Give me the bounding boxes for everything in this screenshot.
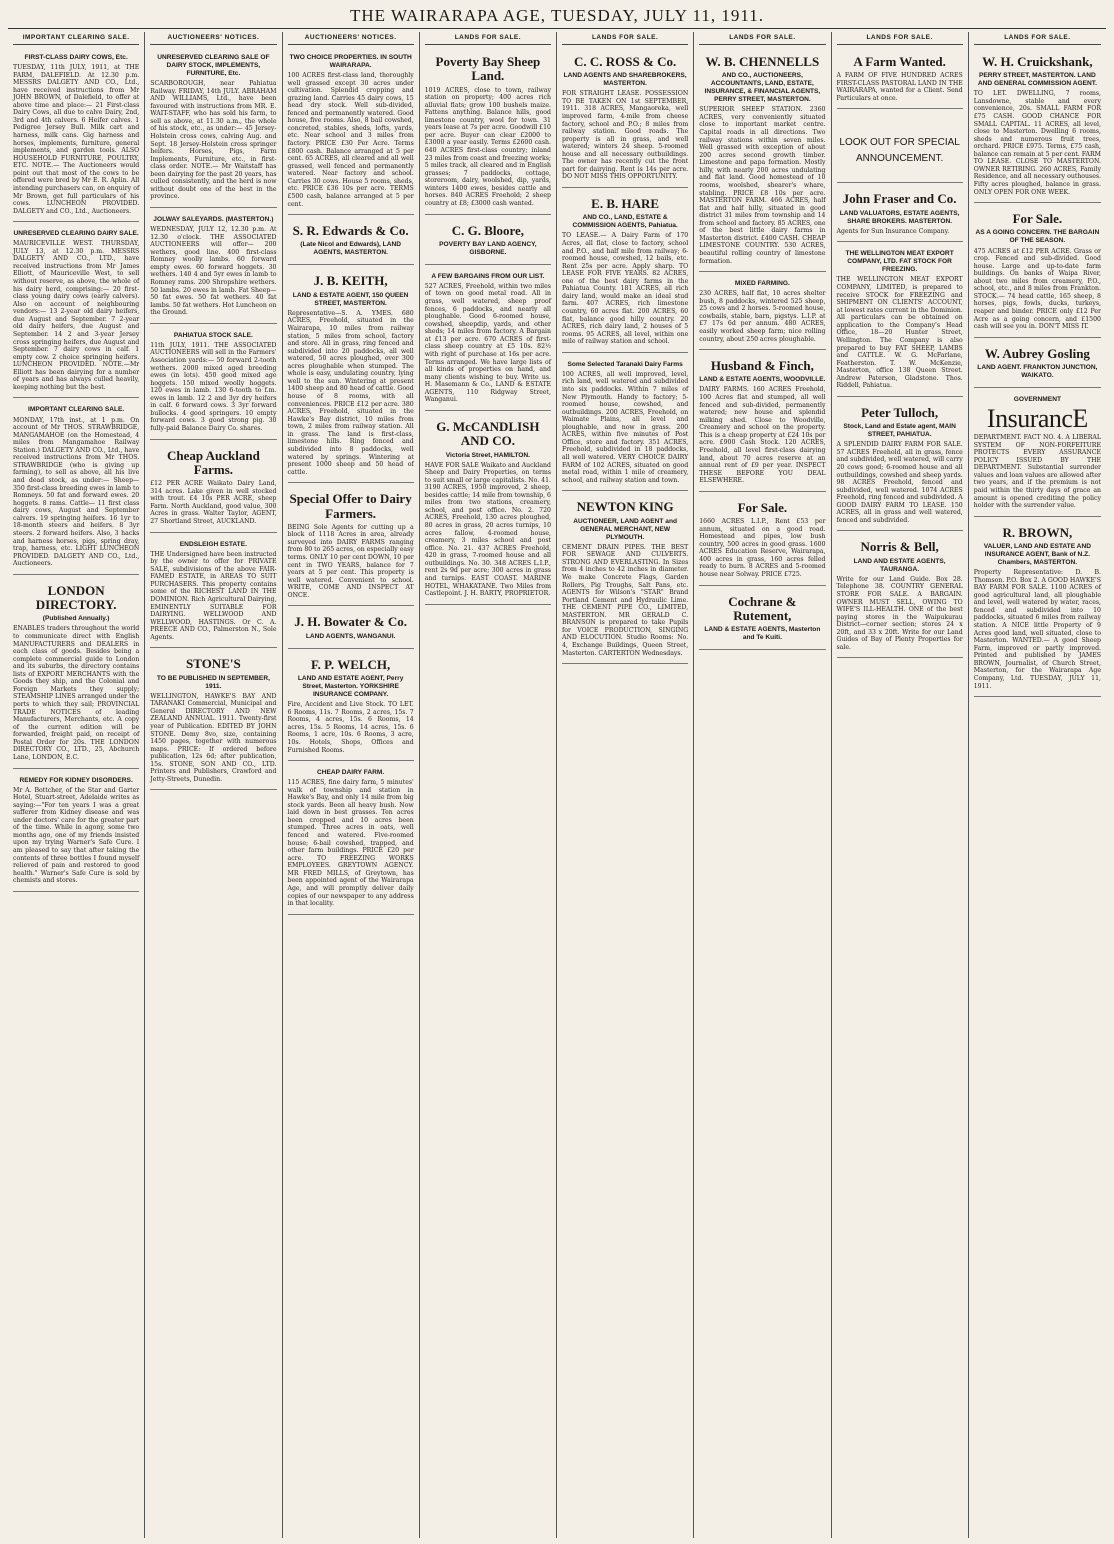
ad-heading: NEWTON KING	[576, 499, 674, 515]
ad-title: TWO CHOICE PROPERTIES. IN SOUTH WAIRARAPA.	[289, 53, 412, 69]
masthead-rule	[8, 28, 1106, 29]
column-8	[969, 32, 1106, 1538]
advertisement	[837, 112, 963, 183]
ad-title: GOVERNMENT	[1013, 396, 1061, 404]
column-7	[832, 32, 969, 1538]
advertisement	[425, 268, 551, 411]
advertisement	[562, 191, 688, 353]
ad-title: PAHIATUA STOCK SALE.	[173, 331, 253, 339]
column-header: AUCTIONEERS' NOTICES.	[150, 34, 276, 45]
advertisement	[425, 414, 551, 605]
ad-title: JOLWAY SALEYARDS. (MASTERTON.)	[153, 216, 274, 224]
ad-title: REMEDY FOR KIDNEY DISORDERS.	[19, 776, 133, 784]
ad-heading: John Fraser and Co.	[842, 191, 957, 207]
column-4	[420, 32, 557, 1538]
ad-title: Stock, Land and Estate agent, MAIN STREET, PAHIATUA.	[843, 423, 956, 439]
advertisement	[837, 49, 963, 110]
ad-body: 115 ACRES, fine dairy farm, 5 minutes' walk of township and station in Hawke's Bay, and only 14 mile from big stock yards. Been all heavy bush. Now laid down in best grasses. Ten acres been cropped and 10 acres been stumped. Three acres in oats, well fenced and watered. Five-roomed house; 6-bail cowshed, trapped, and other farm buildings. PRICE £20 per acre. TO FREEZING WORKS EMPLOYEES. GREYTOWN AGENCY. MR FRED MILLS, of Greytown, has been appointed agent of the Wairarapa Age, and will promptly deliver daily copies of our newspaper to any address in that locality.	[287, 779, 414, 908]
ad-body: 475 ACRES at £12 PER ACRE. Grass or crop. Fenced and sub-divided. Good house. Large and up-to-date farm buildings. On banks of Waipa River, about two miles from creamery, P.O., school, etc., and 8 miles from Frankton. STOCK.— 74 head cattle, 165 sheep, 8 horses, pigs, fowls, ducks, turkeys, reaper and binder. PRICE only £12 Per Acre as a going concern, and £1500 cash will see you in. DON'T MISS IT.	[973, 247, 1101, 331]
ad-body: Property Representative: D. B. Thomson. P.O. Box 2. A GOOD HAWKE'S BAY FARM FOR SALE. 1100 ACRES of good agricultural land, all ploughable and level, well watered by water, races, fenced and subdivided into 10 paddocks, situated 6 miles from railway station. A NICE little Property of 9 Acres good land, well situated, close to Masterton. WANTED.— A good Sheep Farm, improved or partly improved. Printed and published by JAMES BROWN, Journalist, of Church Street, Masterton, for the Wairarapa Age Company, Ltd. TUESDAY, JULY 11, 1911.	[973, 569, 1101, 690]
ad-title: LAND & ESTATE AGENTS, WOODVILLE.	[699, 376, 826, 384]
ad-title: LAND & ESTATE AGENTS, Masterton and Te Kuiti.	[704, 626, 821, 642]
ad-body: DEPARTMENT. FACT NO. 4. A LIBERAL SYSTEM OF NON-FORFEITURE PROTECTS EVERY ASSURANCE POLICY ISSUED BY THE DEPARTMENT. Substantial surrender values and loan values are allowed after two years, and if the premium is not paid within the thirty days of grace an amount is opened crediting the policy holder with the surrender value.	[973, 434, 1101, 510]
column-2	[145, 32, 282, 1538]
ad-body: THE Undersigned have been instructed by the owner to offer for PRIVATE SALE, subdivisions of the above FAIR-FAMED ESTATE, in AREAS TO SUIT PURCHASERS. This property contains some of the RICHEST LAND IN THE DOMINION. Rich Agricultural Dairying, EMINENTLY SUITABLE FOR DAIRYING. WELLWOOD AND WELLWOOD, HASTINGS. Or C. A. PREECE AND CO., Palmerston N., Sole Agents.	[150, 550, 277, 641]
ad-body: CEMENT DRAIN PIPES. THE BEST FOR SEWAGE AND CULVERTS. STRONG AND EVERLASTING. In Sizes from 4 inches to 42 inches in diameter. We make Concrete Flags, Garden Rollers, Pig Troughs, Salt Pans, etc. AGENTS for Wilson's "STAR" Brand Portland Cement and Hydraulic Lime. THE CEMENT PIPE CO., LIMITED, MASTERTON. MR GERALD C. BRANSON is prepared to take Pupils for VOICE PRODUCTION, SINGING AND ELOCUTION. Studio Rooms: No. 4, Exchange Buildings, Queen Street, Masterton. CARTERTON Wednesdays.	[562, 543, 689, 657]
advertisement	[288, 764, 414, 915]
ad-body: WELLINGTON, HAWKE'S BAY AND TARANAKI Commercial, Municipal and General DIRECTORY AND NEW ZEALAND ANNUAL. 1911. Twenty-first year of Publication. EDITED BY JOHN STONE. Demy 8vo, size, containing 1450 pages, together with numerous maps. PRICE: If ordered before publication, 12s 6d; after publication, 15s. STONE, SON AND CO., LTD. Printers and Publishers, Crawford and Jetty-Streets, Dunedin.	[150, 692, 277, 783]
advertisement	[974, 49, 1101, 203]
advertisement	[699, 353, 825, 492]
advertisement	[837, 534, 963, 658]
ad-heading: Norris & Bell,	[860, 539, 939, 555]
column-5	[557, 32, 694, 1538]
advertisement	[699, 589, 825, 651]
ad-title: PERRY STREET, MASTERTON. LAND AND GENERAL COMMISSION AGENT.	[977, 72, 1097, 88]
ad-body: 527 ACRES, Freehold, within two miles of town on good metal road. All in grass, well watered, sheep proof fences, 6 paddocks, and nearly all ploughable. Good 6-roomed house, cowshed, sheepdip, yards, and other sheds; 14 miles from factory. A Bargain at £13 per acre. 670 ACRES of first-class sheep country at £5 10s. 82½ with right of purchase at 16s per acre. Terms arranged. We have large lists of all kinds of properties on hand, and many clients wishing to buy. Write us. H. Masemann & Co., LAND & ESTATE AGENTS, 110 Ridgway Street, Wanganui.	[424, 282, 551, 404]
column-header: AUCTIONEERS' NOTICES.	[288, 34, 414, 45]
advertisement	[13, 772, 139, 892]
ad-heading: W. Aubrey Gosling	[984, 345, 1090, 361]
advertisement	[288, 486, 414, 606]
advertisement	[288, 268, 414, 483]
masthead: THE WAIRARAPA AGE, TUESDAY, JULY 11, 1911.	[349, 6, 765, 25]
ad-title: Victoria Street, HAMILTON.	[445, 451, 531, 459]
column-header: IMPORTANT CLEARING SALE.	[13, 34, 139, 45]
ad-body: SCARBOROUGH, near Pahiatua Railway. FRIDAY, 14th JULY. ABRAHAM AND WILLIAMS, Ltd., have been favoured with instructions from MR. E. WAIT-STAFF, who has sold his farm, to sell as above, at 11.30 a.m., the whole of his stock, etc., as under:— 45 Jersey-Holstein cross cows, calving Aug. and Sept. 18 Jersey-Holstein cross springer heifers. Horses, Pigs, Farm Implements, Furniture, etc., in first-class order. NOTE.— Mr Waitstaff has been dairying for the past 20 years, has culled consistently, and the herd is now without doubt one of the best in the province.	[150, 80, 277, 201]
ad-heading: A Farm Wanted.	[853, 53, 946, 69]
advertisement	[699, 495, 825, 586]
ad-heading: J. B. KEITH,	[313, 273, 388, 289]
advertisement	[150, 536, 276, 649]
advertisement	[150, 651, 276, 790]
ad-heading: S. R. Edwards & Co.	[292, 223, 409, 239]
ad-title: A FEW BARGAINS FROM OUR LIST.	[431, 272, 545, 280]
ad-body: SUPERIOR SHEEP STATION. 2360 ACRES, very conveniently situated close to important market centre. Capital roads in all directions. Two railway stations within seven miles. Well grassed with exception of about 200 acres second growth timber. Limestone and papa formation. Mostly hilly, with nearly 200 acres undulating and flat land. Good homestead of 10 rooms, woolshed, shearer's whare, stabling. PRICE £8 10s per acre. MASTERTON FARM. 466 ACRES, half flat and half hilly, situated in good district 31 miles from township and 14 from school and factory. 85 ACRES, one of the best little dairy farms in Masterton district. £400 CASH. CHEAP LIMESTONE COUNTRY. 530 ACRES, beautiful rolling country of limestone formation.	[699, 106, 826, 265]
ad-title: IMPORTANT CLEARING SALE.	[28, 406, 125, 414]
advertisement	[13, 49, 139, 222]
ad-title: MIXED FARMING.	[734, 280, 790, 288]
advertisement	[562, 494, 688, 664]
ad-heading: For Sale.	[737, 499, 788, 515]
ad-title: LAND AND ESTATE AGENT, Perry Street, Masterton. YORKSHIRE INSURANCE COMPANY.	[297, 675, 404, 699]
advertisement	[699, 49, 825, 272]
ad-title: FIRST-CLASS DAIRY COWS, Etc.	[24, 53, 128, 61]
ad-body: 100 ACRES, all well improved, level, rich land, well watered and subdivided into six paddocks. Within 7 miles of New Plymouth. Handy to factory; 5-roomed house, cowshed, and outbuildings. 200 ACRES, Freehold, on Waimate Plains, all level and ploughable, and now in grass. 200 ACRES, within five minutes of Post Office, store and factory. 351 ACRES, Freehold, subdivided in 18 paddocks, all well watered. VERY CHOICE DAIRY FARM of 102 ACRES, situated on good metal road, within 1 mile of creamery, school, and railway station and town.	[562, 370, 689, 484]
column-3	[283, 32, 420, 1538]
ad-body: MAURICEVILLE WEST. THURSDAY, JULY 13, at 12.30 p.m. MESSRS DALGETY AND CO., LTD., have received instructions from Mr James Elliott, of Mauriceville West, to sell without reserve, as above, the whole of his dairy herd, comprising:— 20 first-class young dairy cows (early calvers). Also on account of neighbouring vendors:— 13 2-year old dairy heifers, due August and September. 7 2-year old dairy heifers, due August and September. 14 2 and 3-year Jersey cross springing heifers, due August and September. 7 dairy cows in calf. 1 empty cow. 2 choice springing heifers. LUNCHEON PROVIDED. NOTE.—Mr Elliott has been dairying for a number of years and has always culled heavily, keeping nothing but the best.	[13, 240, 140, 391]
ad-body: WEDNESDAY, JULY 12, 12.30 p.m. At 12.30 o'clock. THE ASSOCIATED AUCTIONEERS will offer— 200 wethers, good line. 400 first-class Romney woolly lambs. 60 forward empty ewes. 60 forward hoggets. 30 wethers. 140 4 and 5yr ewes in lamb to Romney rams. 200 Shropshire wethers. 50 lambs. 20 ewes in lamb. Fat Sheep— 50 fat ewes. 50 fat wethers. 40 fat lambs. 50 fat wethers. Hot Luncheon on the Ground.	[150, 226, 277, 317]
ad-title: LAND AND ESTATE AGENTS, TAURANGA.	[853, 557, 946, 573]
ad-body: MONDAY, 17th inst., at 1 p.m. On account of Mr THOS. STRAWBRIDGE, MANGAMAHOE (on the Homestead, 4 miles from Mangamahoe Railway Station.) DALGETY AND CO., Ltd., have received instructions from Mr THOS. STRAWBRIDGE (who is giving up farming), to sell as above, all his live and dead stock, as under:— Sheep— 350 first-class breeding ewes in lamb to Romneys. 50 fat and forward ewes. 20 hoggets. 8 rams. Cattle— 11 first class dairy cows, August and September calvers. 19 springing heifers. 16 1yr to 18-month steers and heifers. 8 3yr steers. 2 forward heifers. Also, 3 hacks and harness horses, pigs, spring dray, trap, harness, etc. LIGHT LUNCHEON PROVIDED. DALGETY AND CO., Ltd., Auctioneers.	[13, 416, 140, 568]
ad-body: THE WELLINGTON MEAT EXPORT COMPANY, LIMITED, is prepared to receive STOCK for FREEZING and SHIPMENT ON CLIENTS' ACCOUNT, at lowest rates current in the Dominion. All particulars can be obtained on application to the Company's Head Office, 18—20 Hunter Street, Wellington. The Company is also prepared to buy FAT SHEEP, LAMBS and CATTLE. W. G. McFarlane, Featherston. T. W. McKenzie, Masterton, office 138 Queen Street. Andrew Paterson, Gladstone. Thos. Riddell, Pahiatua.	[836, 276, 963, 390]
ad-title: LAND VALUATORS, ESTATE AGENTS, SHARE BROKERS. MASTERTON.	[839, 209, 960, 225]
advertisement	[974, 206, 1101, 338]
ad-announcement: LOOK OUT FOR SPECIAL ANNOUNCEMENT.	[839, 137, 960, 165]
advertisement	[150, 49, 276, 208]
ad-body: 230 ACRES, half flat, 10 acres shelter bush, 8 paddocks, wintered 525 sheep, 25 cows and 2 horses. 5-roomed house, cowbails, stable, barn, pigstys. L.I.P. at £7 17s 6d per annum. 480 ACRES, easily worked sheep farm; nice rolling country, about 250 acres ploughable.	[699, 290, 826, 343]
ad-heading: F. P. WELCH,	[310, 656, 391, 672]
ad-heading: C. C. ROSS & Co.	[574, 53, 677, 69]
ad-body: Agents for Sun Insurance Company.	[836, 227, 950, 235]
advertisement	[974, 391, 1101, 517]
ad-body: BEING Sole Agents for cutting up a block of 1118 Acres in area, already surveyed into DAIRY FARMS ranging from 80 to 265 acres, on especially easy terms. ONLY 10 per cent DOWN, 10 per cent in TWO YEARS, balance for 7 years at 5 per cent. This property is well watered. Convenient to school. WRITE, COME AND INSPECT AT ONCE.	[287, 523, 414, 599]
ad-title: LAND AGENTS AND SHAREBROKERS, MASTERTON.	[563, 72, 687, 88]
ad-title: AUCTIONEER, LAND AGENT and GENERAL MERCHANT, NEW PLYMOUTH.	[573, 517, 678, 541]
advertisement	[288, 49, 414, 215]
ad-heading: Cochrane & Rutement,	[728, 593, 797, 623]
ad-title: UNRESERVED CLEARING DAIRY SALE.	[13, 230, 139, 238]
ad-heading: STONE'S	[186, 656, 241, 672]
advertisement	[562, 49, 688, 188]
ad-heading: LONDON DIRECTORY.	[35, 582, 117, 613]
advertisement	[699, 275, 825, 350]
ad-body: TUESDAY, 11th JULY, 1911, at THE FARM, DALEFIELD. At 12.30 p.m. MESSRS DALGETY AND CO., Ltd., have received instructions from Mr JOHN BROWN, of Dalefield, to offer at above time and place:— 21 First-class Dairy Cows, all due to calve Dairy, 2nd, 3rd and 4th calvers. 6 Heifer calves. 1 Pedigree Jersey Bull. Milk cart and harness, milk cans. Gig harness and horses, implements, furniture, general implements, and garden tools. ALSO HOUSEHOLD FURNITURE, POULTRY, ETC. NOTE.— The Auctioneers would point out that most of the cows to be offered were bred by Mr E. R. Aplin. All intending purchasers can, on enquiry of Mr Brown, get full particulars of his cows. LUNCHEON PROVIDED. DALGETY and CO., Ltd., Auctioneers.	[13, 63, 140, 215]
ad-body: TO LET. DWELLING, 7 rooms, Lansdowne, stable and every convenience, 20s. SMALL FARM FOR £75 CASH. GOOD CHANCE FOR SMALL CAPITAL. 11 ACRES, all level, close to Masterton. Dwelling 6 rooms, sheds and numerous fruit trees, orchard. PRICE £975. Terms, £75 cash, balance can remain at 5 per cent. FARM TO LEASE. CLOSE TO MASTERTON. OWNER RETIRING. 260 ACRES, Family Residence, and all necessary outhouses. Fifty acres ploughed, balance in grass. ONLY OPEN FOR ONE WEEK.	[973, 90, 1101, 196]
advertisement	[425, 49, 551, 215]
column-6	[694, 32, 831, 1538]
column-header: LANDS FOR SALE.	[699, 34, 825, 45]
advertisement	[425, 218, 551, 265]
column-header: LANDS FOR SALE.	[974, 34, 1101, 45]
ad-body: FOR STRAIGHT LEASE. POSSESSION TO BE TAKEN ON 1st SEPTEMBER, 1911. 318 ACRES, Mangaoreka, well improved farm, 4-mile from cheese factory, school and P.O.; 8 miles from railway station. Good roads. The property is all in grass, and well watered; winters 24 sheep. 5-roomed house and all necessary outbuildings. The owner has recently cut the front part for dairying. Rent is 14s per acre. DO NOT MISS THIS OPPORTUNITY.	[562, 90, 689, 181]
ad-heading: Peter Tulloch,	[861, 404, 939, 420]
column-1	[8, 32, 145, 1538]
advertisement	[288, 652, 414, 761]
ad-heading: C. G. Bloore,	[451, 222, 525, 238]
advertisement	[974, 341, 1101, 388]
ad-title: ENDSLEIGH ESTATE.	[179, 540, 247, 548]
ad-body: Representative—S. A. YMES. 680 ACRES, Freehold, situated in the Wairarapa, 10 miles from railway station, 5 miles from school, factory and store. All in grass, ring fenced and subdivided into 20 paddocks, all well watered, 50 acres ploughed, over 300 acres ploughable when stumped. The whole is easy, undulating country, lying well to the sun. Wintering at present 1400 sheep and 80 head of cattle. Good house of 8 rooms, with all conveniences. PRICE £12 per acre. 380 ACRES, Freehold, situated in the Hawke's Bay district, 10 miles from town, 2 miles from railway station. All in grass. The land is first-class, limestone hills. Ring fenced and subdivided into 8 paddocks, well watered by springs. Wintering at present 1000 sheep and 50 head of cattle.	[287, 309, 414, 476]
ad-body: 1019 ACRES, close to town, railway station on property; 400 acres rich alluvial flats; grow 100 bushels maize. Fattens anything. Balance hills, good limestone country, wool for town. 31 years lease at 7s per acre. Goodwill £10 per acre. Buyer can clear £2000 to £3000 a year easily. Terms £2600 cash. 640 ACRES first-class country; inland 23 miles from coast and freezing works; 5 miles track, all cleared and in English grasses; 7 paddocks, cottage, storeroom, dairy, woolshed, dip, yards, winters 1400 ewes, besides cattle and horses. 840 ACRES Freehold; 2 sheep country at £8; £3000 cash wanted.	[424, 86, 551, 207]
ad-heading: G. McCANDLISH AND CO.	[436, 418, 540, 449]
ad-title: AND CO., LAND, ESTATE & COMMISSION AGENTS, Pahiatua.	[572, 214, 678, 230]
ad-title: Some Selected Taranaki Dairy Farms	[567, 360, 683, 368]
ad-title: (Late Nicol and Edwards), LAND AGENTS, MASTERTON.	[300, 241, 401, 257]
column-header: LANDS FOR SALE.	[837, 34, 963, 45]
advertisement	[837, 400, 963, 532]
ad-title: AND CO., AUCTIONEERS, ACCOUNTANTS, LAND, ESTATE, INSURANCE, & FINANCIAL AGENTS, PERRY STREET, MASTERTON.	[704, 72, 821, 104]
ad-body: Mr A. Bottcher, of the Star and Garter Hotel, Stuart-street, Adelaide writes as saying:—"For ten years I was a great sufferer from Kidney disease and was under doctors' care for the greater part of the time. While in agony, some two months ago, one of my friends insisted upon my trying Warner's Safe Cure. I am pleased to say that after taking the contents of three bottles I found myself relieved of pain and restored to good health." Warner's Safe Cure is sold by chemists and stores.	[13, 786, 140, 885]
ad-heading: Special Offer to Dairy Farmers.	[289, 491, 412, 521]
advertisement	[837, 186, 963, 242]
ad-heading: Cheap Auckland Farms.	[166, 447, 260, 477]
advertisement	[13, 401, 139, 574]
advertisement	[837, 245, 963, 397]
ad-heading: W. H. Cruickshank,	[982, 53, 1093, 69]
ad-body: HAVE FOR SALE Waikato and Auckland Sheep and Dairy Properties, on terms to suit small or large capitalists. No. 41. 3190 ACRES, 1950 improved, 2 sheep, besides cattle; 14 mile from township, 6 miles from two stations, creamery, school, and post office. No. 2. 720 ACRES, Freehold, 130 acres ploughed, 80 acres in grass, 20 acres turnips, 10 acres fallow, 4-roomed house, creamery, 3 miles school and post office. No. 21. 437 ACRES Freehold, 420 in grass, 7-roomed house and all outbuildings. No. 30. 348 ACRES L.I.P., rent 2s 9d per acre; 300 acres in grass and turnips. EAST COAST. MARINE HOTEL, WHAKATANE. Two Miles from Castlepoint. J. H. BARTY, PROPRIETOR.	[424, 461, 551, 598]
ad-title: VALUER, LAND AND ESTATE AND INSURANCE AGENT, Bank of N.Z. Chambers, MASTERTON.	[983, 543, 1091, 567]
ad-heading: Husband & Finch,	[710, 358, 814, 374]
column-header: LANDS FOR SALE.	[425, 34, 551, 45]
ad-title: AS A GOING CONCERN. THE BARGAIN OF THE SEASON.	[975, 229, 1100, 245]
ad-body: 11th JULY, 1911. THE ASSOCIATED AUCTIONEERS will sell in the Farmers' Association yards:— 50 forward 2-tooth wethers. 2000 mixed aged breeding ewes (in lots). 450 good mixed age hoggets. 150 mixed woolly hoggets. 120 ewes in lamb. 130 6-tooth to f.m. ewes in lamb. 12 2 and 3yr dry heifers in calf. 6 forward cows. 3 3yr forward bullocks. 4 good springers. 10 empty forward cows. 3 good strong pig. 30 fully-paid Balance Dairy Co. shares.	[150, 341, 277, 433]
advertisement	[150, 211, 276, 324]
columns	[8, 32, 1106, 1538]
advertisement	[150, 443, 276, 533]
ad-title: POVERTY BAY LAND AGENCY, GISBORNE.	[439, 240, 537, 256]
ad-body: 1660 ACRES L.I.P., Rent £53 per annum, situated on a good road. Homestead and pipes, low bush country, 500 acres in good grass. 1600 ACRES Education Reserve, Wairarapa, 400 acres in grass, 160 acres felled ready to burn. 8 ACRES and 5-roomed house near Solway. PRICE £725.	[699, 518, 826, 578]
ad-body: ENABLES traders throughout the world to communicate direct with English MANUFACTURERS and DEALERS in each class of goods. Besides being a complete commercial guide to London and its suburbs, the directory contains lists of EXPORT MERCHANTS with the Goods they ship, and the Colonial and Foreign Markets they supply; STEAMSHIP LINES arranged under the ports to which they sail; PROVINCIAL TRADE NOTICES of leading Manufacturers, Merchants, etc. A copy of the current edition will be forwarded, freight paid, on receipt of Postal Order for 20s. THE LONDON DIRECTORY CO., LTD., 25, Abchurch Lane, LONDON, E.C.	[13, 625, 140, 761]
ad-heading: Poverty Bay Sheep Land.	[435, 53, 541, 84]
ad-title: THE WELLINGTON MEAT EXPORT COMPANY, LTD. FAT STOCK FOR FREEZING.	[845, 250, 954, 274]
ad-body: Fire, Accident and Live Stock. TO LET. 6 Rooms, 11s. 7 Rooms, 2 acres, 15s. 7 Rooms, 4 acres, 15s. 6 Rooms, 14 acres, 15s. 5 Rooms, 14 acres, 15s. 6 Rooms, 1 acre, 10s. 6 Rooms, 3 acre, 10s. Hotels, Shops, Offices and Furnished Rooms.	[287, 701, 414, 754]
column-header: LANDS FOR SALE.	[562, 34, 688, 45]
advertisement	[13, 578, 139, 769]
advertisement	[974, 520, 1101, 697]
ad-title: (Published Annually.)	[42, 615, 110, 623]
advertisement	[150, 327, 276, 440]
advertisement	[562, 356, 688, 491]
ad-title: LAND & ESTATE AGENT, 150 QUEEN STREET, MASTERTON.	[292, 291, 409, 307]
ad-heading: E. B. HARE	[591, 196, 660, 212]
ad-heading: J. H. Bowater & Co.	[294, 614, 408, 630]
ad-title: CHEAP DAIRY FARM.	[316, 769, 385, 777]
ad-body: A SPLENDID DAIRY FARM FOR SALE. 57 ACRES Freehold, all in grass, fence and subdivided, well watered, will carry 20 cows good; 6-roomed house and all outbuildings, cowshed and sheep yards. 98 ACRES Freehold, fenced and subdivided, well watered. 1074 ACRES Freehold, ring fenced and subdivided. A GOOD DAIRY FARM TO LEASE. 150 ACRES, all in grass and well watered, fenced and subdivided.	[836, 441, 963, 524]
ad-body: £12 PER ACRE Waikato Dairy Land, 314 acres. Lake given in well stocked with trout. £4 10s PER ACRE, sheep Farm. North Auckland, good value, 300 Acres in grass. Walter Taylor, AGENT, 27 Shortland Street, AUCKLAND.	[150, 480, 277, 525]
ad-title: UNRESERVED CLEARING SALE OF DAIRY STOCK, IMPLEMENTS, FURNITURE, Etc.	[157, 53, 270, 77]
advertisement	[288, 609, 414, 648]
ad-title: TO BE PUBLISHED IN SEPTEMBER, 1911.	[156, 674, 270, 690]
ad-heading: W. B. CHENNELLS	[705, 53, 820, 69]
advertisement	[13, 225, 139, 398]
ad-title: LAND AGENTS, WANGANUI.	[305, 632, 396, 640]
ad-display-heading: InsurancE	[986, 404, 1088, 434]
ad-body: 100 ACRES first-class land, thoroughly well grassed except 30 acres under cultivation. Splendid cropping and grazing land. Carries 45 dairy cows, 15 head dry stock. Well sub-divided, fenced and permanently watered. Good house, five rooms. Also, 8 bail cowshed, concreted, stables, sheds, lofts, yards, etc. Near school and 3 miles from factory. PRICE £30 Per Acre. Terms £800 cash. Balance arranged at 5 per cent. 65 ACRES, all cleared and all well grassed, well fenced and permanently watered. Near factory and school. Carries 30 cows. House 5 rooms, sheds, etc. PRICE £36 10s per acre. TERMS £500 cash, balance arranged at 5 per cent.	[287, 71, 414, 208]
ad-body: A FARM OF FIVE HUNDRED ACRES FIRST-CLASS PASTORAL LAND IN THE WAIRARAPA, wanted for a Client. Send Particulars at once.	[836, 72, 963, 102]
ad-heading: R. BROWN,	[1002, 524, 1073, 540]
ad-heading: For Sale.	[1012, 211, 1063, 227]
ad-body: Write for our Land Guide. Box 28. Telephone 38. COUNTRY GENERAL STORE FOR SALE. A BARGAIN. OWNER MUST SELL, OWING TO WIFE'S ILL-HEALTH. ONE of the best paying stores in the Waipukurau District—corner section; stores 24 x 20ft, and 33 x 20ft. Write for our Land Guides of Bay of Plenty Properties for sale.	[836, 575, 963, 651]
ad-body: DAIRY FARMS. 160 ACRES Freehold, 100 Acres flat and stumped, all well fenced and sub-divided, permanently watered; new house and splendid milking shed. Close to Woodville, Creamery and school on the property. This is a cheap property at £24 10s per acre. £900 Cash Stock. 120 ACRES, Freehold, all level first-class dairying land, about 70 acres reserve at an annual rent of £9 per year. INSPECT THESE BEFORE YOU DEAL ELSEWHERE.	[699, 386, 826, 485]
ad-body: TO LEASE.— A Dairy Farm of 170 Acres, all flat, close to factory, school and P.O., and half mile from railway; 6-roomed house, cowshed, 12 bails, etc. Rent 25s per acre. Apply sharp. TO LEASE FOR FIVE YEARS. 82 ACRES, one of the best dairy farms in the Pahiatua County. 181 ACRES, all rich dairy land, would make an ideal stud farm. 407 ACRES, rich limestone country, 60 acres flat. 200 ACRES, 60 flat, balance good hilly country. 20 ACRES, rich dairy land, 2 houses of 5 rooms. 95 ACRES, all level, within one mile of railway station and school.	[562, 232, 689, 346]
ad-title: LAND AGENT. FRANKTON JUNCTION, WAIKATO.	[977, 364, 1098, 380]
advertisement	[288, 218, 414, 265]
